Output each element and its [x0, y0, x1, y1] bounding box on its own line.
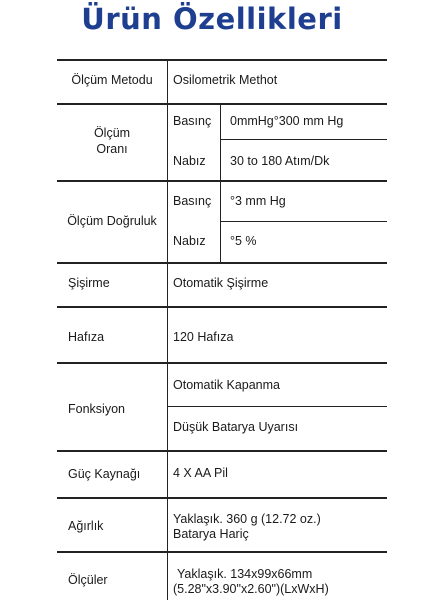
subrow-divider — [167, 406, 387, 407]
label-sisirme: Şişirme — [68, 276, 110, 290]
label-olculer: Ölçüler — [68, 573, 108, 587]
subrow-divider — [220, 221, 387, 222]
row-divider — [57, 59, 387, 61]
label-fonksiyon: Fonksiyon — [68, 402, 125, 416]
row-divider — [57, 497, 387, 499]
row-divider — [57, 450, 387, 452]
sublabel-basinc: Basınç — [173, 114, 212, 128]
row-divider — [57, 551, 387, 553]
value-fonksiyon-1: Otomatik Kapanma — [173, 378, 280, 392]
label-hafiza: Hafıza — [68, 330, 105, 344]
value-hafiza: 120 Hafıza — [173, 330, 234, 344]
value-sisirme: Otomatik Şişirme — [173, 276, 269, 290]
subrow-divider — [220, 139, 387, 140]
label-guc-kaynagi: Güç Kaynağı — [68, 467, 141, 481]
column-divider — [167, 59, 168, 600]
subcolumn-divider — [220, 103, 221, 262]
label-olcum-dogruluk: Ölçüm Doğruluk — [67, 214, 157, 228]
value-olcum-orani-basinc: 0mmHg°300 mm Hg — [230, 114, 344, 128]
value-agirlik-line1: Yaklaşık. 360 g (12.72 oz.) — [173, 512, 321, 526]
value-olcum-metodu: Osilometrik Methot — [173, 73, 278, 87]
value-olculer-line2: (5.28"x3.90"x2.60")(LxWxH) — [173, 582, 329, 596]
value-olcum-orani-nabiz: 30 to 180 Atım/Dk — [230, 154, 330, 168]
value-fonksiyon-2: Düşük Batarya Uyarısı — [173, 420, 299, 434]
row-divider — [57, 362, 387, 364]
value-dogruluk-basinc: °3 mm Hg — [230, 194, 286, 208]
row-divider — [57, 306, 387, 308]
value-dogruluk-nabiz: °5 % — [230, 234, 257, 248]
label-olcum-orani-line1: Ölçüm — [93, 126, 131, 140]
value-agirlik-line2: Batarya Hariç — [173, 527, 249, 541]
row-divider — [57, 103, 387, 105]
value-olculer-line1: Yaklaşık. 134x99x66mm — [177, 567, 313, 581]
row-divider — [57, 180, 387, 182]
label-olcum-metodu: Ölçüm Metodu — [71, 73, 153, 87]
label-olcum-orani-line2: Oranı — [96, 142, 128, 156]
sublabel-basinc: Basınç — [173, 194, 212, 208]
sublabel-nabiz: Nabız — [173, 234, 206, 248]
value-guc-kaynagi: 4 X AA Pil — [173, 466, 228, 480]
sublabel-nabiz: Nabız — [173, 154, 206, 168]
row-divider — [57, 262, 387, 264]
label-agirlik: Ağırlık — [68, 519, 104, 533]
page-title: Ürün Özellikleri — [81, 2, 343, 36]
